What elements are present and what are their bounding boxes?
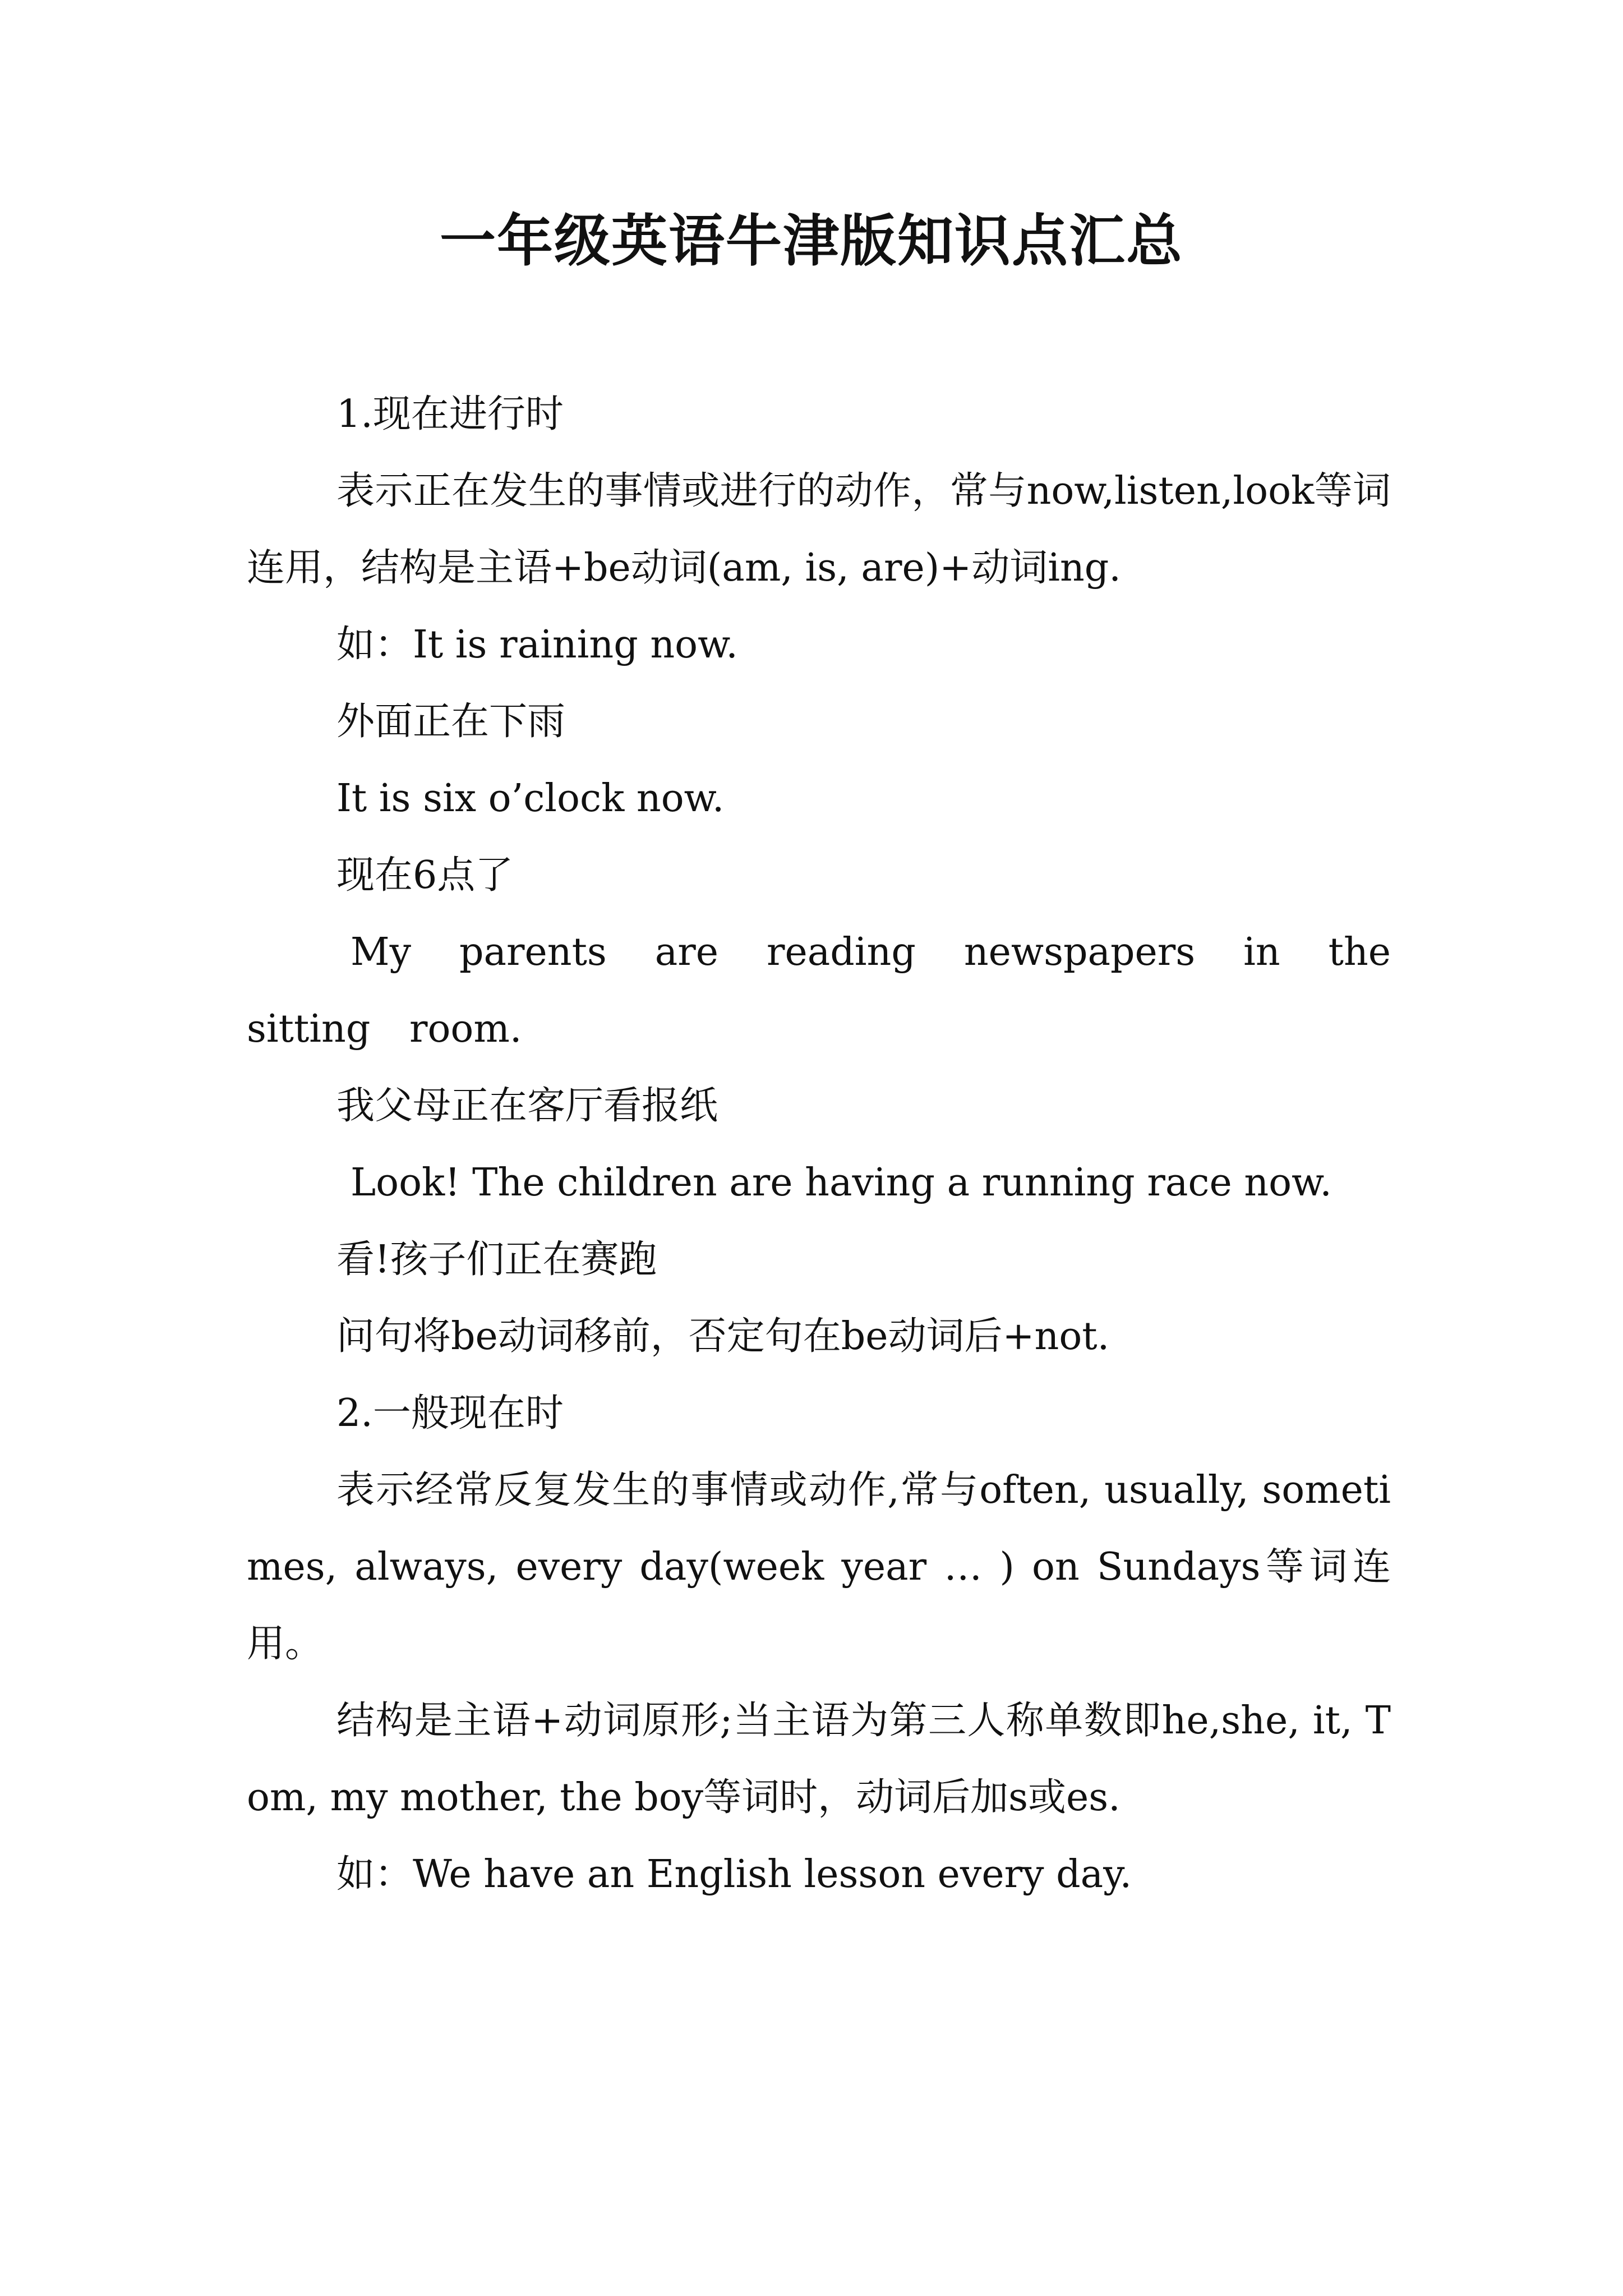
paragraph-simple-present-structure: 结构是主语+动词原形;当主语为第三人称单数即he,she, it, Tom, my mother, the boy等词时，动词后加s或es. [247, 1699, 1391, 1820]
example-sentence: 如：We have an English lesson every day. [336, 1852, 1132, 1897]
example-sentence: My parents are reading newspapers in the sitting room. [247, 930, 1391, 1051]
example-translation: 外面正在下雨 [336, 700, 566, 744]
document-body [247, 376, 1391, 1913]
paragraph-question-negative-rule: 问句将be动词移前，否定句在be动词后+not. [336, 1314, 1110, 1359]
example-sentence: 如：It is raining now. [336, 623, 738, 667]
document-title: 一年级英语牛津版知识点汇总 [440, 208, 1183, 274]
example-translation: 看!孩子们正在赛跑 [336, 1237, 657, 1282]
example-sentence: Look! The children are having a running race now. [351, 1161, 1332, 1205]
example-translation: 现在6点了 [336, 853, 514, 898]
paragraph-simple-present-definition: 表示经常反复发生的事情或动作,常与often, usually, sometimes, always, every day(week year … ) on Sundays等词连用。 [247, 1468, 1391, 1666]
section-heading-simple-present: 2.一般现在时 [336, 1391, 564, 1435]
example-sentence: It is six o’clock now. [336, 776, 725, 821]
section-heading-present-continuous: 1.现在进行时 [336, 392, 564, 436]
example-translation: 我父母正在客厅看报纸 [336, 1084, 718, 1128]
paragraph-present-continuous-definition: 表示正在发生的事情或进行的动作，常与now,listen,look等词连用，结构是主语+be动词(am, is, are)+动词ing. [247, 469, 1391, 590]
